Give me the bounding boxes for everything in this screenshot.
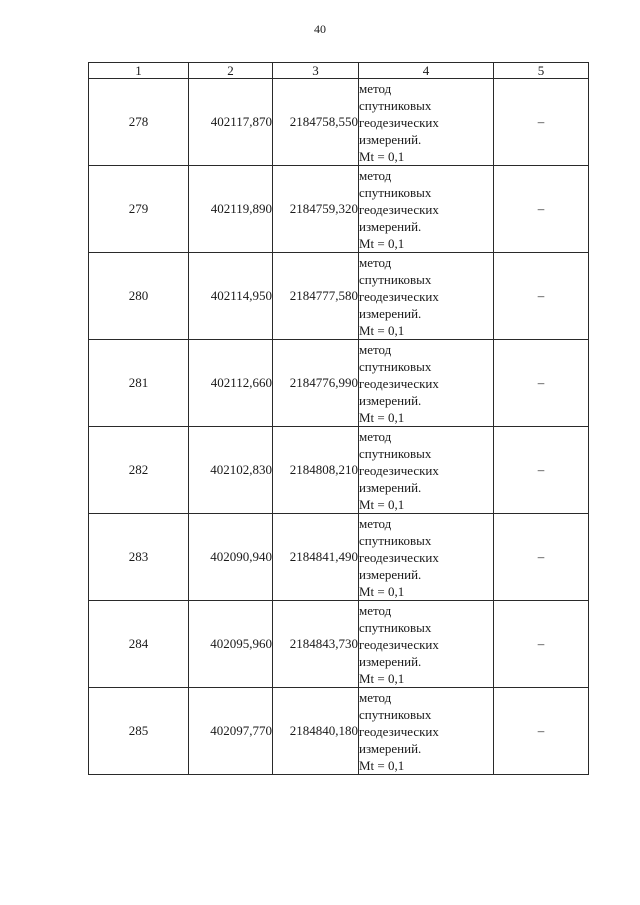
column-header-4: 4 <box>359 63 494 79</box>
coordinate-y: 2184777,580 <box>273 253 359 340</box>
coordinate-y: 2184776,990 <box>273 340 359 427</box>
accuracy-cell: – <box>494 79 589 166</box>
method-description: метод спутниковых геодезических измерений. Mt = 0,1 <box>359 79 494 166</box>
table-row <box>89 166 589 253</box>
header-row <box>89 63 589 79</box>
column-header-5: 5 <box>494 63 589 79</box>
column-header-2: 2 <box>189 63 273 79</box>
method-description: метод спутниковых геодезических измерений. Mt = 0,1 <box>359 253 494 340</box>
coordinate-x: 402095,960 <box>189 601 273 688</box>
accuracy-cell: – <box>494 601 589 688</box>
coordinates-table <box>88 62 589 775</box>
coordinate-y: 2184759,320 <box>273 166 359 253</box>
coordinate-x: 402090,940 <box>189 514 273 601</box>
column-header-1: 1 <box>89 63 189 79</box>
coordinate-x: 402119,890 <box>189 166 273 253</box>
table-row <box>89 340 589 427</box>
method-description: метод спутниковых геодезических измерений. Mt = 0,1 <box>359 427 494 514</box>
table-row <box>89 427 589 514</box>
point-number: 283 <box>89 514 189 601</box>
accuracy-cell: – <box>494 427 589 514</box>
table-row <box>89 688 589 775</box>
accuracy-cell: – <box>494 340 589 427</box>
table-row <box>89 514 589 601</box>
coordinate-y: 2184808,210 <box>273 427 359 514</box>
coordinate-y: 2184840,180 <box>273 688 359 775</box>
accuracy-cell: – <box>494 166 589 253</box>
coordinate-y: 2184758,550 <box>273 79 359 166</box>
point-number: 284 <box>89 601 189 688</box>
method-description: метод спутниковых геодезических измерений. Mt = 0,1 <box>359 514 494 601</box>
method-description: метод спутниковых геодезических измерений. Mt = 0,1 <box>359 601 494 688</box>
column-header-3: 3 <box>273 63 359 79</box>
method-description: метод спутниковых геодезических измерений. Mt = 0,1 <box>359 340 494 427</box>
point-number: 279 <box>89 166 189 253</box>
point-number: 281 <box>89 340 189 427</box>
table-row <box>89 79 589 166</box>
coordinate-x: 402117,870 <box>189 79 273 166</box>
coordinate-x: 402114,950 <box>189 253 273 340</box>
method-description: метод спутниковых геодезических измерений. Mt = 0,1 <box>359 166 494 253</box>
accuracy-cell: – <box>494 514 589 601</box>
point-number: 282 <box>89 427 189 514</box>
coordinate-x: 402112,660 <box>189 340 273 427</box>
point-number: 278 <box>89 79 189 166</box>
table-row <box>89 601 589 688</box>
coordinate-x: 402097,770 <box>189 688 273 775</box>
point-number: 285 <box>89 688 189 775</box>
table-row <box>89 253 589 340</box>
point-number: 280 <box>89 253 189 340</box>
page-number: 40 <box>314 22 326 36</box>
coordinate-y: 2184843,730 <box>273 601 359 688</box>
coordinate-y: 2184841,490 <box>273 514 359 601</box>
coordinate-x: 402102,830 <box>189 427 273 514</box>
accuracy-cell: – <box>494 688 589 775</box>
accuracy-cell: – <box>494 253 589 340</box>
method-description: метод спутниковых геодезических измерений. Mt = 0,1 <box>359 688 494 775</box>
